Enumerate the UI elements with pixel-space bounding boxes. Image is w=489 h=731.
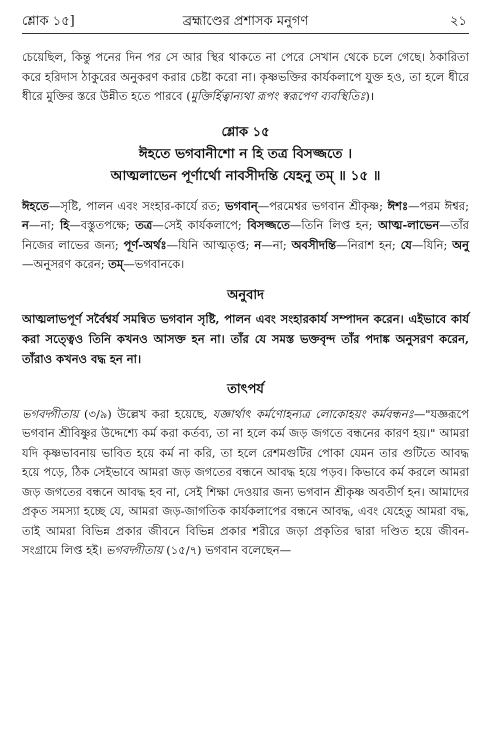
- header-verse-ref: শ্লোক ১৫]: [22, 14, 75, 29]
- synonym-word: হি: [59, 218, 70, 232]
- translation-text: আত্মলাভপূর্ণ সর্বৈশ্বর্য সমন্বিত ভগবান সৃষ্টি, পালন এবং সংহারকার্য সম্পাদন করেন। এইভাবে কার্য করা সত্ত্বেও তিনি কখনও আসক্ত হন না। তাঁর যে সমস্ত ভক্তবৃন্দ তাঁর পদাঙ্ক অনুসরণ করেন, তাঁরাও কখনও বদ্ধ হন না।: [22, 311, 469, 366]
- synonym-separator: —: [152, 218, 164, 232]
- synonym-meaning: সেই কার্যকলাপে;: [163, 218, 248, 232]
- intro-paragraph: [22, 48, 469, 107]
- synonym-separator: —: [257, 198, 270, 213]
- intro-text: চেয়েছিল, কিন্তু পনের দিন পর সে আর স্থির থাকতে না পেরে সেখান থেকে চলে গেছে। ঠকারিতা করে হরিদাস ঠাকুরের অনুকরণ করার চেষ্টা করো না। কৃষ্ণভক্তির কার্যকলাপে যুক্ত হও, তা হলে ধীরে ধীরে মুক্তির স্তরে উন্নীত হতে পারবে (: [22, 50, 469, 103]
- intro-quote: মুক্তির্হিত্বান্যথা রূপং স্বরূপেণ ব্যবস্থিতিঃ: [190, 89, 366, 103]
- synonym-meaning: সৃষ্টি, পালন এবং সংহার-কার্যে রত;: [60, 198, 226, 213]
- purport-paragraph: [22, 405, 469, 561]
- translation-heading: অনুবাদ: [227, 287, 264, 303]
- synonym-separator: —: [439, 218, 451, 232]
- synonym-meaning: যিনি আত্মতৃপ্ত;: [178, 237, 255, 252]
- header-chapter-title: ব্রহ্মাণ্ডের প্রশাসক মনুগণ: [182, 14, 309, 29]
- purport-heading: তাৎপর্য: [227, 381, 264, 397]
- synonym-meaning: অনুসরণ করেন;: [33, 257, 109, 271]
- synonym-separator: —: [69, 218, 81, 232]
- verse-line-1: ঈহতে ভগবানীশো ন হি তত্র বিসজ্জতে ।: [138, 145, 353, 162]
- purport-text-3: (১৫/৭) ভগবান বলেছেন—: [162, 543, 292, 557]
- synonym-word: যে: [400, 237, 412, 252]
- synonym-separator: —: [166, 237, 179, 252]
- synonym-meaning: নিরাশ হন;: [347, 237, 401, 252]
- synonym-word: ঈহতে: [22, 198, 49, 213]
- sanskrit-verse: [22, 123, 469, 187]
- purport-text-1: (৩/৯) উল্লেখ করা হয়েছে,: [78, 406, 213, 421]
- synonym-separator: —: [411, 237, 424, 252]
- verse-line-2: আত্মলাভেন পূর্ণার্থো নাবসীদন্তি যেহনু তম্ ॥ ১৫ ॥: [110, 167, 381, 184]
- synonym-word: ঈশঃ: [387, 198, 409, 213]
- verse-heading: শ্লোক ১৫: [221, 124, 270, 140]
- synonym-word: অনু: [452, 237, 469, 252]
- synonym-meaning: বস্তুতপক্ষে;: [80, 218, 136, 232]
- synonym-separator: —: [22, 257, 34, 271]
- synonym-word: বিসজ্জতে: [247, 218, 290, 232]
- synonym-separator: —: [261, 237, 273, 252]
- synonym-word: অবসীদন্তি: [291, 237, 337, 252]
- header-divider: [22, 33, 469, 34]
- intro-end: )।: [365, 89, 375, 103]
- synonym-meaning: না;: [272, 237, 292, 252]
- purport-source-2: ভগবদ্গীতায়: [105, 543, 163, 557]
- synonym-separator: —: [289, 218, 302, 232]
- synonym-separator: —: [408, 198, 420, 213]
- purport-text-2: —"যজ্ঞরূপে ভগবান শ্রীবিষ্ণুর উদ্দেশ্যে কর্ম করা কর্তব্য, তা না হলে কর্ম জড় জগতে বন্ধনের কারণ হয়।" আমরা যদি কৃষ্ণভাবনায় ভাবিত হয়ে কর্ম না করি, তা হলে রেশমগুটির পোকা যেমন তার গুটিতে আবদ্ধ হয়ে পড়ে, ঠিক সেইভাবে আমরা জড় জগতের বন্ধনে আবদ্ধ হয়ে পড়ব। কিভাবে কর্ম করলে আমরা জড় জগতের বন্ধনে আবদ্ধ হব না, সেই শিক্ষা দেওয়ার জন্য ভগবান শ্রীকৃষ্ণ অবতীর্ণ হন। আমাদের প্রকৃত সমস্যা হচ্ছে যে, আমরা জড়-জাগতিক কার্যকলাপের বন্ধনে আবদ্ধ, এবং যেহেতু আমরা বদ্ধ, তাই আমরা বিভিন্ন প্রকার জীবনে বিভিন্ন প্রকার শরীরে জড়া প্রকৃতির দ্বারা দণ্ডিত হয়ে জীবন-সংগ্রামে লিপ্ত হই।: [22, 406, 469, 557]
- synonym-word: ন: [22, 218, 29, 232]
- page-number: ২১: [450, 14, 467, 29]
- book-page: [0, 6, 489, 731]
- synonym-meaning: ভগবানকে।: [134, 257, 185, 271]
- synonym-separator: —: [28, 218, 41, 232]
- synonym-word: ন: [254, 237, 262, 252]
- synonym-word: ভগবান্: [225, 198, 258, 213]
- synonym-separator: —: [336, 237, 348, 252]
- synonym-meaning: না;: [40, 218, 60, 232]
- word-for-word-synonyms: [22, 197, 469, 275]
- synonym-meaning: তিনি লিপ্ত হন;: [301, 218, 378, 232]
- synonym-word: তত্র: [135, 218, 153, 232]
- synonym-separator: —: [48, 198, 61, 213]
- purport-source-1: ভগবদ্গীতায়: [22, 406, 79, 421]
- synonym-word: তম্: [108, 257, 124, 271]
- synonym-word: আত্ম-লাভেন: [377, 218, 440, 232]
- running-header: [22, 6, 469, 28]
- synonym-meaning: যিনি;: [423, 237, 453, 252]
- synonym-meaning: পরম ঈশ্বর;: [419, 198, 469, 213]
- synonym-word: পূর্ণ-অর্থঃ: [123, 237, 167, 252]
- synonym-meaning: তাঁর নিজের লাভের জন্য;: [22, 218, 469, 252]
- synonym-separator: —: [123, 257, 135, 271]
- purport-quote: যজ্ঞার্থাৎ কর্মণোহন্যত্র লোকোহয়ং কর্মবন্ধনঃ: [212, 406, 414, 421]
- synonym-meaning: পরমেশ্বর ভগবান শ্রীকৃষ্ণ;: [269, 198, 388, 213]
